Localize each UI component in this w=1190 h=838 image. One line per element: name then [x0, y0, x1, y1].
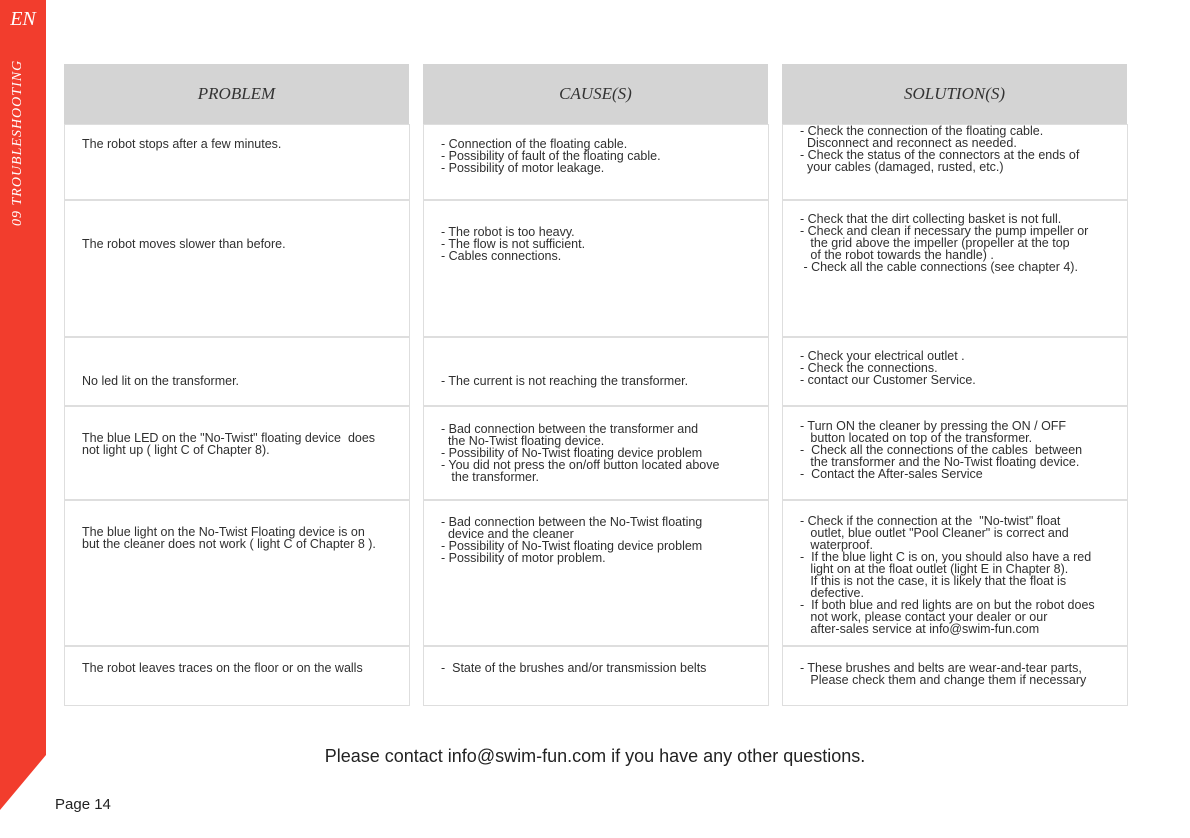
problem-line: No led lit on the transformer.: [82, 374, 240, 388]
solution-line: the grid above the impeller (propeller at the top: [800, 236, 1070, 250]
solution-cell: [782, 337, 1128, 406]
solution-line: Please check them and change them if necessary: [800, 673, 1087, 687]
solution-line: - If the blue light C is on, you should also have a red: [800, 550, 1092, 564]
cause-line: - The current is not reaching the transformer.: [441, 374, 689, 388]
problem-line: The robot moves slower than before.: [82, 237, 286, 251]
problem-cell: [64, 406, 410, 500]
cause-cell: [423, 500, 769, 646]
solution-line: - Contact the After-sales Service: [800, 467, 983, 481]
solution-line: - Check the status of the connectors at the ends of: [800, 148, 1080, 162]
solution-cell: [782, 646, 1128, 706]
solution-line: your cables (damaged, rusted, etc.): [800, 160, 1004, 174]
solution-line: light on at the float outlet (light E in Chapter 8).: [800, 562, 1069, 576]
page-number: Page 14: [55, 796, 111, 813]
cause-line: - The robot is too heavy.: [441, 225, 575, 239]
solution-line: - Check the connection of the floating cable.: [800, 124, 1044, 138]
cause-line: - State of the brushes and/or transmission belts: [441, 661, 707, 675]
cause-line: - The flow is not sufficient.: [441, 237, 586, 251]
cause-line: the No-Twist floating device.: [441, 434, 605, 448]
cause-line: - Bad connection between the No-Twist floating: [441, 515, 703, 529]
solution-line: - Check that the dirt collecting basket is not full.: [800, 212, 1062, 226]
contact-note: Please contact info@swim-fun.com if you have any other questions.: [324, 746, 866, 766]
solution-line: - Turn ON the cleaner by pressing the ON / OFF: [800, 419, 1067, 433]
solution-cell: [782, 406, 1128, 500]
solution-line: defective.: [800, 586, 864, 600]
solution-line: Disconnect and reconnect as needed.: [800, 136, 1017, 150]
solution-line: - contact our Customer Service.: [800, 373, 976, 387]
solution-line: - Check and clean if necessary the pump impeller or: [800, 224, 1089, 238]
problem-line: The robot leaves traces on the floor or on the walls: [82, 661, 363, 675]
solution-line: - Check the connections.: [800, 361, 938, 375]
solution-line: - Check your electrical outlet .: [800, 349, 965, 363]
cause-cell: [423, 646, 769, 706]
problem-cell: [64, 646, 410, 706]
solution-line: - If both blue and red lights are on but the robot does: [800, 598, 1095, 612]
solution-line: - These brushes and belts are wear-and-tear parts,: [800, 661, 1082, 675]
solution-line: - Check all the connections of the cables between: [800, 443, 1083, 457]
problem-line: The blue light on the No-Twist Floating device is on: [82, 525, 365, 539]
solution-line: the transformer and the No-Twist floating device.: [800, 455, 1080, 469]
cause-line: the transformer.: [441, 470, 539, 484]
solution-line: - Check if the connection at the "No-twist" float: [800, 514, 1061, 528]
cause-cell: [423, 124, 769, 200]
solution-cell: [782, 124, 1128, 200]
cause-cell: [423, 200, 769, 337]
cause-line: - Possibility of motor problem.: [441, 551, 606, 565]
cause-line: - Cables connections.: [441, 249, 562, 263]
solution-line: after-sales service at info@swim-fun.com: [800, 622, 1040, 636]
problem-line: The blue LED on the "No-Twist" floating device does: [82, 431, 376, 445]
solution-cell: [782, 500, 1128, 646]
cause-line: - Connection of the floating cable.: [441, 137, 628, 151]
solution-line: not work, please contact your dealer or our: [800, 610, 1048, 624]
cause-line: - Bad connection between the transformer and: [441, 422, 699, 436]
solution-line: If this is not the case, it is likely that the float is: [800, 574, 1067, 588]
cause-line: - Possibility of motor leakage.: [441, 161, 605, 175]
problem-cell: [64, 337, 410, 406]
header-cause: CAUSE(S): [423, 64, 768, 124]
cause-line: device and the cleaner: [441, 527, 574, 541]
section-label: 09 TROUBLESHOOTING: [10, 59, 25, 226]
problem-line: not light up ( light C of Chapter 8).: [82, 443, 270, 457]
solution-line: of the robot towards the handle) .: [800, 248, 994, 262]
cause-cell: [423, 406, 769, 500]
header-solution: SOLUTION(S): [782, 64, 1127, 124]
problem-cell: [64, 500, 410, 646]
problem-cell: [64, 200, 410, 337]
header-problem: PROBLEM: [64, 64, 409, 124]
cause-line: - Possibility of fault of the floating cable.: [441, 149, 661, 163]
problem-line: The robot stops after a few minutes.: [82, 137, 282, 151]
cause-line: - You did not press the on/off button located above: [441, 458, 720, 472]
solution-line: button located on top of the transformer.: [800, 431, 1033, 445]
problem-cell: [64, 124, 410, 200]
solution-line: waterproof.: [800, 538, 873, 552]
solution-line: - Check all the cable connections (see chapter 4).: [800, 260, 1078, 274]
problem-line: but the cleaner does not work ( light C of Chapter 8 ).: [82, 537, 376, 551]
cause-line: - Possibility of No-Twist floating device problem: [441, 446, 703, 460]
language-label: EN: [10, 8, 36, 30]
solution-line: outlet, blue outlet "Pool Cleaner" is correct and: [800, 526, 1069, 540]
cause-cell: [423, 337, 769, 406]
cause-line: - Possibility of No-Twist floating device problem: [441, 539, 703, 553]
solution-cell: [782, 200, 1128, 337]
